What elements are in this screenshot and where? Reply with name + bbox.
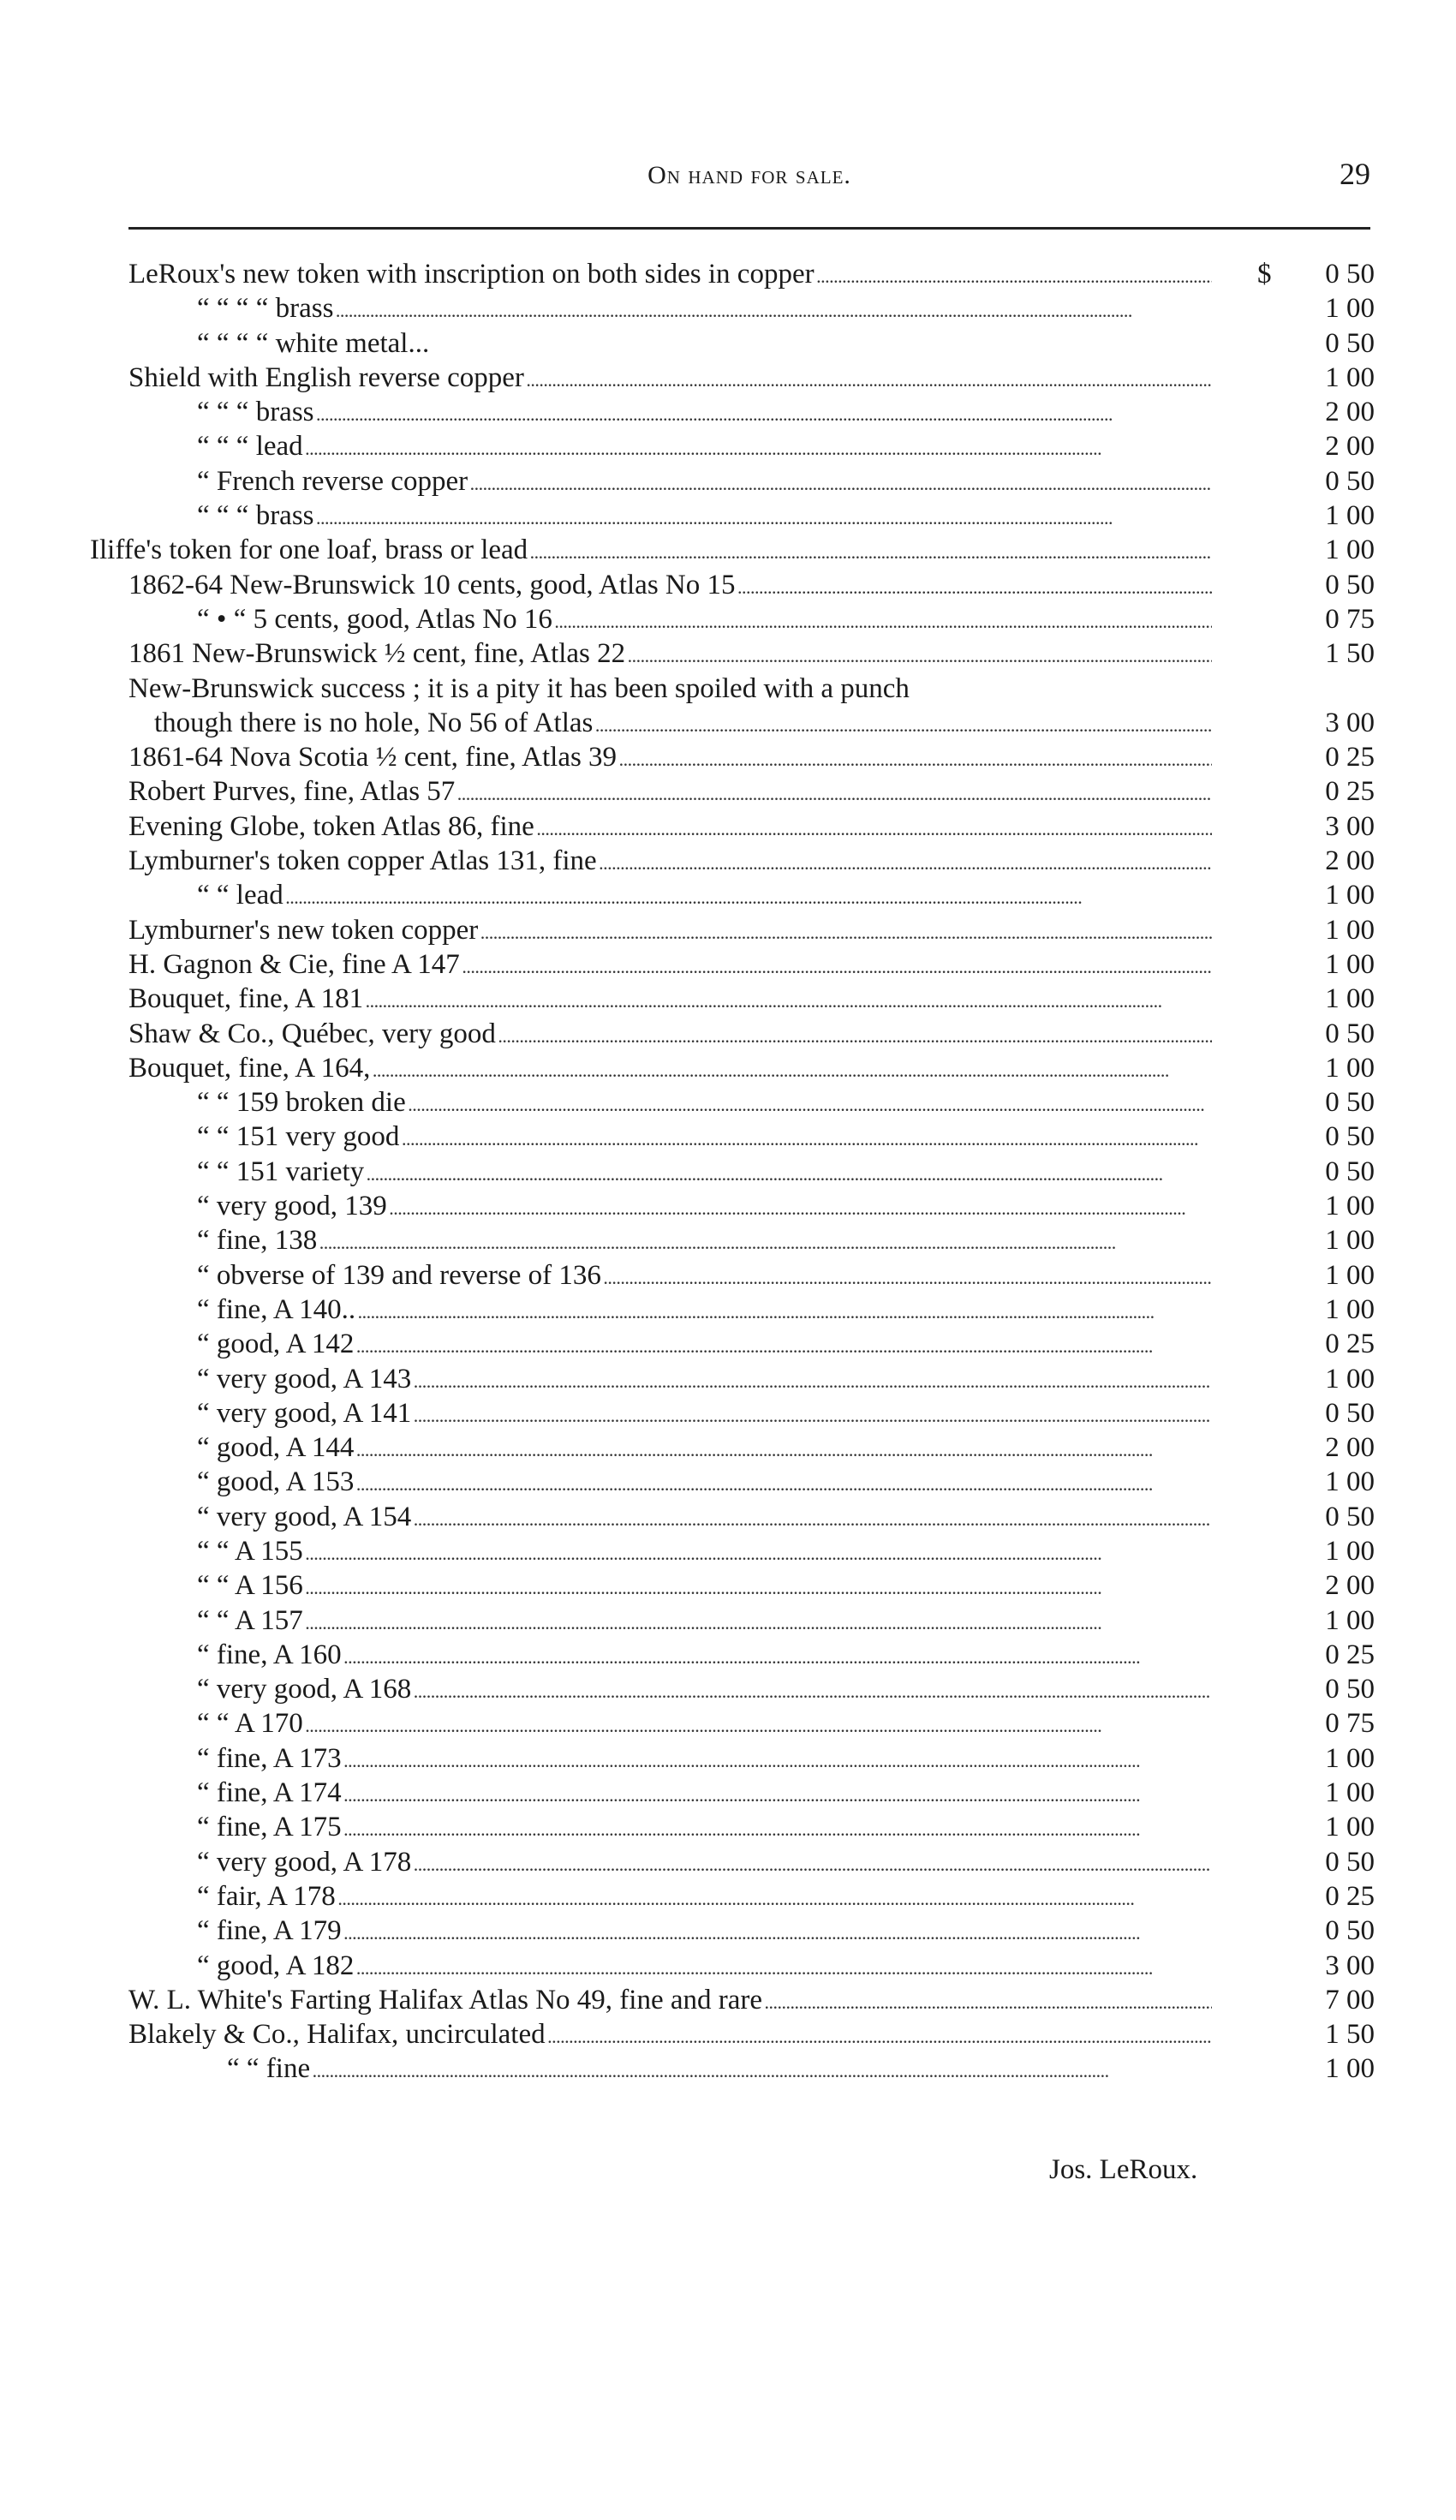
item-description: Shield with English reverse copper . . . bbox=[128, 361, 1212, 397]
list-item bbox=[0, 568, 1456, 602]
item-price: 1 00 bbox=[1325, 948, 1375, 980]
list-item bbox=[0, 1706, 1456, 1741]
item-description: “ fine, A 160 . . . bbox=[197, 1638, 1212, 1675]
list-item bbox=[0, 913, 1456, 947]
list-item bbox=[0, 947, 1456, 982]
currency-symbol: $ bbox=[1257, 259, 1272, 290]
item-price: 0 50 bbox=[1325, 259, 1375, 290]
item-price: 0 75 bbox=[1325, 1708, 1375, 1740]
list-item bbox=[0, 1430, 1456, 1465]
list-item bbox=[0, 533, 1456, 567]
item-description: W. L. White's Farting Halifax Atlas No 49, fine and rare . . . bbox=[128, 1983, 1212, 2020]
item-price: 1 00 bbox=[1325, 1466, 1375, 1498]
list-item bbox=[0, 878, 1456, 912]
item-price: 0 50 bbox=[1325, 1674, 1375, 1705]
list-item bbox=[0, 2017, 1456, 2051]
item-description: “ “ A 156 . . . bbox=[197, 1568, 1212, 1605]
item-price: 3 00 bbox=[1325, 1950, 1375, 1981]
item-price: 0 50 bbox=[1325, 1018, 1375, 1049]
item-description: “ very good, A 178 . . . bbox=[197, 1845, 1212, 1882]
list-item bbox=[0, 2051, 1456, 2086]
item-price: 1 00 bbox=[1325, 1225, 1375, 1257]
item-description: “ fine, A 173 . . . bbox=[197, 1741, 1212, 1778]
item-price: 1 00 bbox=[1325, 914, 1375, 946]
item-description: “ good, A 142 . . . bbox=[197, 1327, 1212, 1364]
item-price: 1 00 bbox=[1325, 1812, 1375, 1843]
list-item bbox=[0, 1017, 1456, 1051]
list-item bbox=[0, 1327, 1456, 1361]
list-item bbox=[0, 326, 1456, 361]
item-description: “ fine, A 140.. . . . bbox=[197, 1293, 1212, 1329]
item-description: Robert Purves, fine, Atlas 57 . . . bbox=[128, 774, 1212, 811]
list-item bbox=[0, 257, 1456, 291]
list-item bbox=[0, 1568, 1456, 1603]
list-item bbox=[0, 1500, 1456, 1534]
item-price: 1 00 bbox=[1325, 1604, 1375, 1636]
list-item bbox=[0, 602, 1456, 636]
list-item bbox=[0, 1258, 1456, 1293]
item-description: “ “ “ brass . . . bbox=[197, 395, 1212, 432]
item-price: 1 00 bbox=[1325, 361, 1375, 393]
list-item bbox=[0, 1155, 1456, 1189]
item-description: “ very good, 139 . . . bbox=[197, 1189, 1212, 1226]
list-item bbox=[0, 1845, 1456, 1879]
item-price: 1 00 bbox=[1325, 500, 1375, 532]
item-description: Iliffe's token for one loaf, brass or lead . . . bbox=[90, 533, 1212, 570]
item-price: 1 00 bbox=[1325, 293, 1375, 325]
list-item bbox=[0, 1879, 1456, 1914]
item-description: Blakely & Co., Halifax, uncirculated . . . bbox=[128, 2017, 1212, 2054]
list-item bbox=[0, 1362, 1456, 1396]
list-item bbox=[0, 361, 1456, 395]
item-price: 0 50 bbox=[1325, 327, 1375, 359]
item-price: 1 00 bbox=[1325, 1293, 1375, 1325]
item-price: 1 00 bbox=[1325, 1363, 1375, 1394]
item-description: “ “ A 157 . . . bbox=[197, 1603, 1212, 1640]
item-price: 0 25 bbox=[1325, 1639, 1375, 1670]
header-rule bbox=[128, 227, 1370, 230]
item-description: 1862-64 New-Brunswick 10 cents, good, Atlas No 15 . . . bbox=[128, 568, 1212, 605]
item-price: 0 50 bbox=[1325, 1501, 1375, 1532]
item-description: “ fine, A 179 . . . bbox=[197, 1914, 1212, 1950]
item-price: 0 50 bbox=[1325, 1397, 1375, 1429]
item-description: “ “ “ brass . . . bbox=[197, 499, 1212, 535]
list-item bbox=[0, 809, 1456, 844]
list-item bbox=[0, 636, 1456, 671]
item-price: 1 00 bbox=[1325, 1777, 1375, 1809]
item-price: 1 00 bbox=[1325, 1259, 1375, 1291]
item-description: “ very good, A 143 . . . bbox=[197, 1362, 1212, 1399]
list-item bbox=[0, 740, 1456, 774]
item-description: “ fine, A 175 . . . bbox=[197, 1810, 1212, 1847]
list-item bbox=[0, 1638, 1456, 1672]
item-description: “ French reverse copper . . . bbox=[197, 464, 1212, 501]
list-item bbox=[0, 291, 1456, 325]
item-price: 1 00 bbox=[1325, 2053, 1375, 2085]
item-price: 0 50 bbox=[1325, 1087, 1375, 1119]
item-price: 2 00 bbox=[1325, 431, 1375, 463]
item-description: “ “ 151 very good . . . bbox=[197, 1120, 1212, 1156]
item-price: 0 50 bbox=[1325, 1121, 1375, 1153]
list-item bbox=[0, 844, 1456, 878]
price-list bbox=[0, 257, 1456, 2087]
item-price: 0 25 bbox=[1325, 742, 1375, 773]
list-item bbox=[0, 1396, 1456, 1430]
list-item bbox=[0, 1672, 1456, 1706]
list-item bbox=[0, 672, 1456, 706]
item-price: 7 00 bbox=[1325, 1984, 1375, 2015]
list-item bbox=[0, 464, 1456, 499]
item-price: 3 00 bbox=[1325, 810, 1375, 842]
item-description: “ “ A 170 . . . bbox=[197, 1706, 1212, 1743]
item-description: “ very good, A 154 . . . bbox=[197, 1500, 1212, 1537]
item-price: 0 25 bbox=[1325, 1880, 1375, 1912]
item-description: though there is no hole, No 56 of Atlas . . . bbox=[154, 706, 1212, 743]
item-description: “ “ “ lead . . . bbox=[197, 429, 1212, 466]
item-price: 2 00 bbox=[1325, 397, 1375, 428]
item-description: “ very good, A 141 . . . bbox=[197, 1396, 1212, 1433]
list-item bbox=[0, 1741, 1456, 1776]
item-description: Bouquet, fine, A 164, . . . bbox=[128, 1051, 1212, 1088]
item-price: 0 50 bbox=[1325, 1915, 1375, 1947]
item-description: Evening Globe, token Atlas 86, fine . . . bbox=[128, 809, 1212, 846]
item-description: Shaw & Co., Québec, very good . . . bbox=[128, 1017, 1212, 1054]
item-price: 0 25 bbox=[1325, 1329, 1375, 1360]
item-description: “ fair, A 178 . . . bbox=[197, 1879, 1212, 1916]
item-description: “ obverse of 139 and reverse of 136 . . . bbox=[197, 1258, 1212, 1295]
item-description: New-Brunswick success ; it is a pity it has been spoiled with a punch bbox=[128, 672, 910, 704]
list-item bbox=[0, 1465, 1456, 1499]
item-price: 1 50 bbox=[1325, 638, 1375, 670]
list-item bbox=[0, 1603, 1456, 1638]
list-item bbox=[0, 1810, 1456, 1844]
item-price: 1 00 bbox=[1325, 1191, 1375, 1222]
list-item bbox=[0, 1120, 1456, 1154]
page-header bbox=[128, 152, 1370, 204]
list-item bbox=[0, 429, 1456, 463]
list-item bbox=[0, 1085, 1456, 1120]
item-description: “ “ A 155 . . . bbox=[197, 1534, 1212, 1571]
item-description: “ good, A 144 . . . bbox=[197, 1430, 1212, 1467]
running-title: On hand for sale. bbox=[647, 161, 851, 189]
item-description: “ good, A 153 . . . bbox=[197, 1465, 1212, 1502]
item-price: 0 75 bbox=[1325, 603, 1375, 635]
item-description: Lymburner's new token copper . . . bbox=[128, 913, 1212, 950]
item-description: “ “ fine . . . bbox=[227, 2051, 1212, 2088]
list-item bbox=[0, 395, 1456, 429]
item-price: 1 00 bbox=[1325, 1742, 1375, 1774]
item-price: 1 00 bbox=[1325, 1535, 1375, 1567]
item-description: H. Gagnon & Cie, fine A 147 . . . bbox=[128, 947, 1212, 984]
list-item bbox=[0, 1223, 1456, 1257]
list-item bbox=[0, 1189, 1456, 1223]
item-description: “ very good, A 168 . . . bbox=[197, 1672, 1212, 1709]
list-item bbox=[0, 1293, 1456, 1327]
item-description: 1861 New-Brunswick ½ cent, fine, Atlas 22 . . . bbox=[128, 636, 1212, 673]
list-item bbox=[0, 1983, 1456, 2017]
list-item bbox=[0, 706, 1456, 740]
page-number: 29 bbox=[1340, 157, 1370, 191]
item-description: “ fine, A 174 . . . bbox=[197, 1776, 1212, 1812]
list-item bbox=[0, 499, 1456, 533]
list-item bbox=[0, 1534, 1456, 1568]
signature: Jos. LeRoux. bbox=[1049, 2154, 1198, 2185]
item-description: “ • “ 5 cents, good, Atlas No 16 . . . bbox=[197, 602, 1212, 639]
item-description: “ “ 151 variety . . . bbox=[197, 1155, 1212, 1191]
list-item bbox=[0, 982, 1456, 1016]
list-item bbox=[0, 774, 1456, 809]
item-description: Lymburner's token copper Atlas 131, fine . . . bbox=[128, 844, 1212, 881]
item-description: “ “ “ “ brass . . . bbox=[197, 291, 1212, 328]
item-price: 1 00 bbox=[1325, 534, 1375, 566]
item-price: 2 00 bbox=[1325, 1570, 1375, 1602]
item-description: 1861-64 Nova Scotia ½ cent, fine, Atlas 39 . . . bbox=[128, 740, 1212, 777]
item-price: 1 00 bbox=[1325, 1052, 1375, 1084]
list-item bbox=[0, 1051, 1456, 1085]
item-price: 1 00 bbox=[1325, 880, 1375, 911]
item-price: 0 50 bbox=[1325, 465, 1375, 497]
item-description: “ “ 159 broken die . . . bbox=[197, 1085, 1212, 1122]
list-item bbox=[0, 1914, 1456, 1948]
item-price: 1 00 bbox=[1325, 983, 1375, 1015]
item-description: “ fine, 138 . . . bbox=[197, 1223, 1212, 1260]
list-item bbox=[0, 1949, 1456, 1983]
item-price: 0 50 bbox=[1325, 1155, 1375, 1187]
item-description: “ “ lead . . . bbox=[197, 878, 1212, 915]
list-item bbox=[0, 1776, 1456, 1810]
item-price: 3 00 bbox=[1325, 707, 1375, 738]
item-description: “ “ “ “ white metal... bbox=[197, 327, 430, 359]
item-price: 1 50 bbox=[1325, 2019, 1375, 2051]
item-description: LeRoux's new token with inscription on both sides in copper . . . bbox=[128, 257, 1212, 294]
item-price: 2 00 bbox=[1325, 845, 1375, 877]
item-price: 0 50 bbox=[1325, 569, 1375, 600]
item-description: Bouquet, fine, A 181 . . . bbox=[128, 982, 1212, 1018]
item-price: 2 00 bbox=[1325, 1432, 1375, 1464]
item-price: 0 50 bbox=[1325, 1846, 1375, 1878]
item-price: 0 25 bbox=[1325, 776, 1375, 808]
item-description: “ good, A 182 . . . bbox=[197, 1949, 1212, 1986]
